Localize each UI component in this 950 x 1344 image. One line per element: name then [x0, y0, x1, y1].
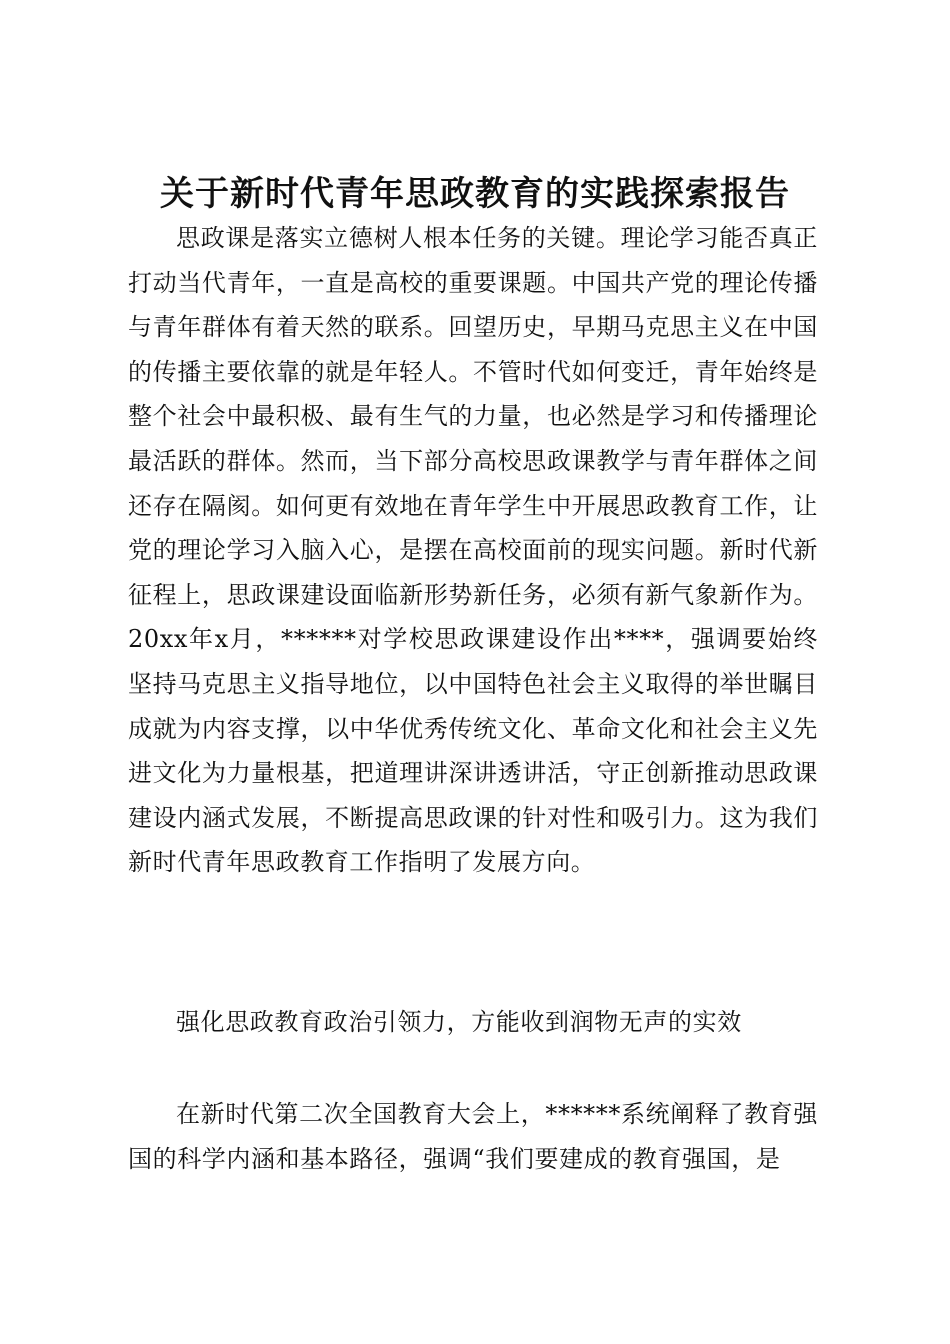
body-paragraph-continued: 在新时代第二次全国教育大会上，******系统阐释了教育强国的科学内涵和基本路径，强调“我们要建成的教育强国，是: [128, 1100, 818, 1173]
document-title: 关于新时代青年思政教育的实践探索报告: [160, 174, 790, 214]
section-heading: 强化思政教育政治引领力，方能收到润物无声的实效: [176, 1008, 742, 1036]
body-paragraph-intro: 思政课是落实立德树人根本任务的关键。理论学习能否真正打动当代青年，一直是高校的重要课题。中国共产党的理论传播与青年群体有着天然的联系。回望历史，早期马克思主义在中国的传播主要依靠的就是年轻人。不管时代如何变迁，青年始终是整个社会中最积极、最有生气的力量，也必然是学习和传播理论最活跃的群体。然而，当下部分高校思政课教学与青年群体之间还存在隔阂。如何更有效地在青年学生中开展思政教育工作，让党的理论学习入脑入心，是摆在高校面前的现实问题。新时代新征程上，思政课建设面临新形势新任务，必须有新气象新作为。20xx年x月，******对学校思政课建设作出****，强调要始终坚持马克思主义指导地位，以中国特色社会主义取得的举世瞩目成就为内容支撑，以中华优秀传统文化、革命文化和社会主义先进文化为力量根基，把道理讲深讲透讲活，守正创新推动思政课建设内涵式发展，不断提高思政课的针对性和吸引力。这为我们新时代青年思政教育工作指明了发展方向。: [128, 224, 818, 877]
